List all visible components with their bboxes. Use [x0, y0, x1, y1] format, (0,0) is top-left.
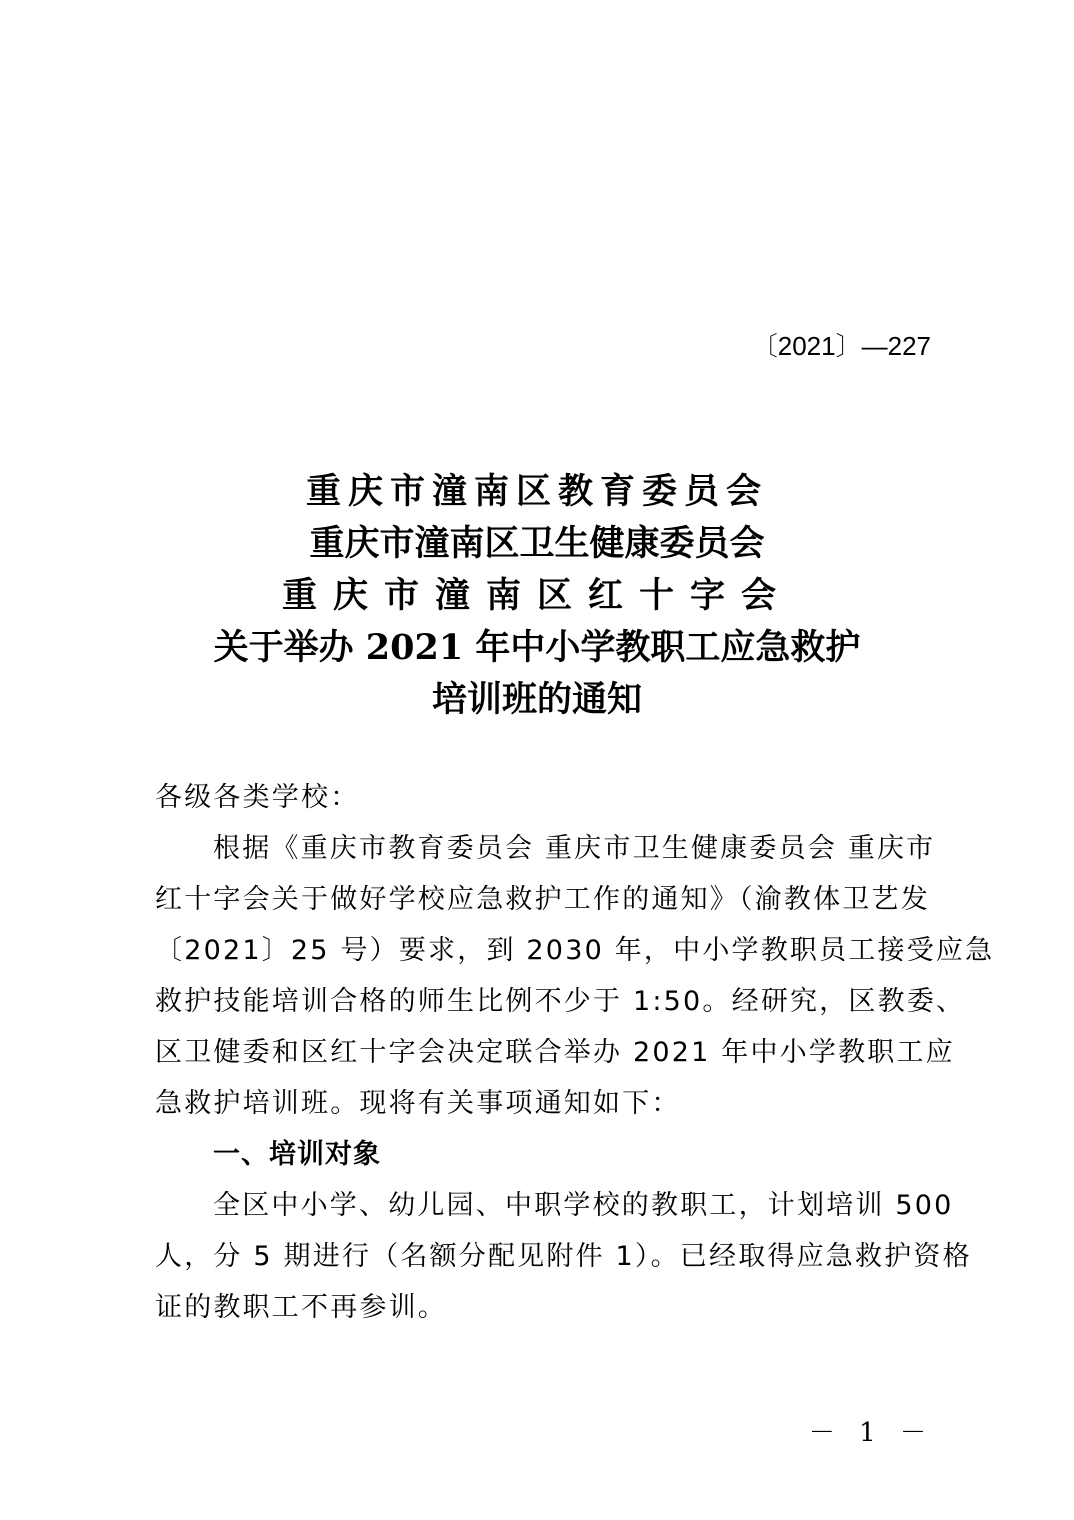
paragraph-line: 证的教职工不再参训。: [155, 1292, 447, 1323]
paragraph-line: 全区中小学、幼儿园、中职学校的教职工，计划培训 500: [213, 1190, 954, 1221]
paragraph-line: 救护技能培训合格的师生比例不少于 1:50。经研究，区教委、: [155, 986, 966, 1017]
paragraph-line: 根据《重庆市教育委员会 重庆市卫生健康委员会 重庆市: [213, 833, 936, 864]
paragraph-line: 〔2021〕25 号）要求，到 2030 年，中小学教职员工接受应急: [155, 935, 995, 966]
paragraph-line: 人，分 5 期进行（名额分配见附件 1）。已经取得应急救护资格: [155, 1241, 972, 1272]
title-line-issuer-education: 重庆市潼南区教育委员会: [305, 471, 768, 512]
paragraph-line: 区卫健委和区红十字会决定联合举办 2021 年中小学教职工应: [155, 1037, 955, 1068]
document-number: 〔2021〕—227: [751, 331, 931, 361]
salutation: 各级各类学校：: [155, 782, 360, 813]
title-line-subject-end: 培训班的通知: [431, 679, 642, 720]
title-line-issuer-health: 重庆市潼南区卫生健康委员会: [309, 523, 765, 564]
title-line-subject: 关于举办 2021 年中小学教职工应急救护: [213, 627, 861, 668]
section-heading: 一、培训对象: [213, 1139, 381, 1170]
paragraph-line: 红十字会关于做好学校应急救护工作的通知》（渝教体卫艺发: [155, 884, 930, 915]
document-body: [155, 772, 995, 1333]
document-title: [0, 466, 1074, 726]
title-line-issuer-red-cross: 重庆市潼南区红十字会: [281, 575, 792, 616]
paragraph-line: 急救护培训班。现将有关事项通知如下：: [155, 1088, 681, 1119]
page-number: － 1 －: [808, 1418, 934, 1448]
